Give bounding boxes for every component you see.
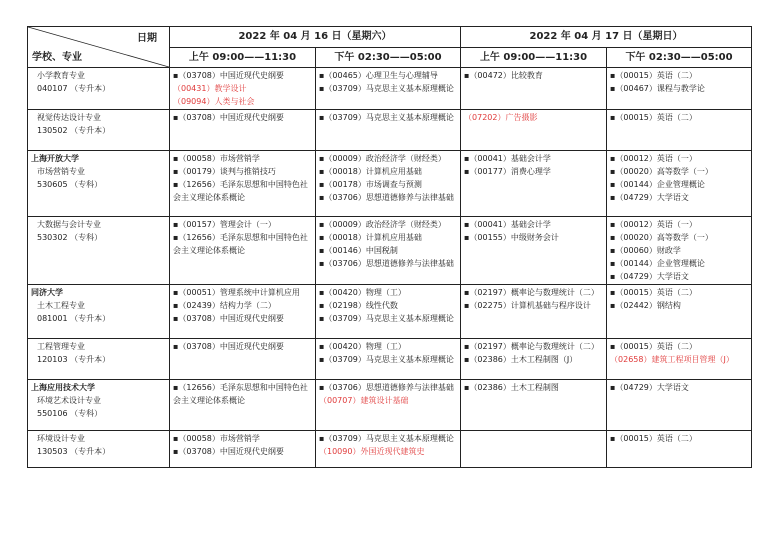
exam-course: ▪（00465）心理卫生与心理辅导 — [319, 71, 438, 80]
slot-header-day1-pm: 下午 02:30——05:00 — [316, 48, 461, 68]
exam-schedule-sheet — [27, 26, 752, 468]
exam-course: ▪（00060）财政学 — [610, 246, 681, 255]
exam-course: ▪（00157）管理会计（一） — [173, 220, 276, 229]
exam-cell — [170, 68, 316, 110]
major-name: 市场营销专业 — [37, 167, 85, 176]
school-major-cell — [28, 339, 170, 380]
exam-course: ▪（00015）英语（二） — [610, 434, 697, 443]
exam-course: ▪（12656）毛泽东思想和中国特色社会主义理论体系概论 — [173, 383, 308, 405]
exam-course: ▪（00179）谈判与推销技巧 — [173, 167, 276, 176]
exam-course: ▪（02442）钢结构 — [610, 301, 681, 310]
major-name: 环境艺术设计专业 — [37, 396, 101, 405]
exam-course: ▪（00015）英语（二） — [610, 288, 697, 297]
exam-cell — [607, 151, 752, 217]
schedule-row — [28, 68, 752, 110]
exam-course-highlighted: （10090）外国近现代建筑史 — [319, 447, 425, 456]
exam-course: ▪（00020）高等数学（一） — [610, 233, 713, 242]
exam-course: ▪（00058）市场营销学 — [173, 434, 260, 443]
exam-cell — [316, 285, 461, 339]
school-major-axis-label: 学校、专业 — [32, 52, 82, 63]
major-name: 环境设计专业 — [37, 434, 85, 443]
major-code: 530605 （专科） — [37, 180, 103, 189]
exam-course: ▪（03706）思想道德修养与法律基础 — [319, 259, 454, 268]
exam-cell — [607, 285, 752, 339]
exam-cell — [607, 217, 752, 285]
school-major-cell — [28, 285, 170, 339]
exam-cell — [607, 68, 752, 110]
exam-course: ▪（00018）计算机应用基础 — [319, 167, 422, 176]
exam-cell — [316, 431, 461, 468]
major-code: 530302 （专科） — [37, 233, 103, 242]
exam-course-highlighted: （02658）建筑工程项目管理（J） — [610, 355, 734, 364]
exam-course: ▪（03709）马克思主义基本原理概论 — [319, 84, 454, 93]
exam-cell — [316, 68, 461, 110]
exam-cell — [170, 339, 316, 380]
exam-cell — [170, 431, 316, 468]
date-axis-label: 日期 — [137, 33, 157, 44]
header-corner-cell — [28, 27, 170, 68]
major-code: 130502 （专升本） — [37, 126, 111, 135]
exam-course: ▪（00015）英语（二） — [610, 113, 697, 122]
exam-cell — [461, 217, 607, 285]
exam-course: ▪（00012）英语（一） — [610, 154, 697, 163]
university-name: 同济大学 — [31, 288, 63, 297]
exam-course: ▪（00472）比较教育 — [464, 71, 543, 80]
date-header-day1: 2022 年 04 月 16 日（星期六） — [170, 27, 461, 48]
exam-course: ▪（02439）结构力学（二） — [173, 301, 276, 310]
exam-cell — [461, 151, 607, 217]
exam-course: ▪（00051）管理系统中计算机应用 — [173, 288, 300, 297]
exam-cell — [170, 380, 316, 431]
schedule-row — [28, 217, 752, 285]
major-code: 120103 （专升本） — [37, 355, 111, 364]
exam-course: ▪（00009）政治经济学（财经类） — [319, 154, 446, 163]
exam-cell — [461, 380, 607, 431]
school-major-cell — [28, 151, 170, 217]
major-code: 130503 （专升本） — [37, 447, 111, 456]
exam-course: ▪（02198）线性代数 — [319, 301, 398, 310]
exam-cell — [170, 285, 316, 339]
major-code: 040107 （专升本） — [37, 84, 111, 93]
exam-course: ▪（00144）企业管理概论 — [610, 259, 705, 268]
exam-cell — [607, 110, 752, 151]
major-code: 550106 （专科） — [37, 409, 103, 418]
exam-course-highlighted: （00431）教学设计 — [173, 84, 247, 93]
exam-course: ▪（00012）英语（一） — [610, 220, 697, 229]
exam-course: ▪（00058）市场营销学 — [173, 154, 260, 163]
major-name: 视觉传达设计专业 — [37, 113, 101, 122]
school-major-cell — [28, 431, 170, 468]
exam-course: ▪（00041）基础会计学 — [464, 220, 551, 229]
exam-course: ▪（04729）大学语文 — [610, 272, 689, 281]
exam-course: ▪（00009）政治经济学（财经类） — [319, 220, 446, 229]
exam-cell — [170, 110, 316, 151]
school-major-cell — [28, 380, 170, 431]
exam-course: ▪（00020）高等数学（一） — [610, 167, 713, 176]
slot-header-day2-am: 上午 09:00——11:30 — [461, 48, 607, 68]
school-major-cell — [28, 68, 170, 110]
schedule-row — [28, 285, 752, 339]
major-code: 081001 （专升本） — [37, 314, 111, 323]
schedule-row — [28, 151, 752, 217]
schedule-row — [28, 339, 752, 380]
date-header-day2: 2022 年 04 月 17 日（星期日） — [461, 27, 752, 48]
exam-cell — [316, 217, 461, 285]
exam-course: ▪（00146）中国税制 — [319, 246, 398, 255]
exam-course: ▪（00018）计算机应用基础 — [319, 233, 422, 242]
exam-course: ▪（04729）大学语文 — [610, 193, 689, 202]
exam-cell — [316, 380, 461, 431]
exam-cell — [316, 339, 461, 380]
exam-course: ▪（00420）物理（工） — [319, 342, 406, 351]
schedule-row — [28, 431, 752, 468]
exam-course-highlighted: （00707）建筑设计基础 — [319, 396, 409, 405]
university-name: 上海应用技术大学 — [31, 383, 95, 392]
exam-course: ▪（02386）土木工程制图 — [464, 383, 559, 392]
exam-course: ▪（02197）概率论与数理统计（二） — [464, 288, 599, 297]
exam-course: ▪（00467）课程与教学论 — [610, 84, 705, 93]
exam-course: ▪（00420）物理（工） — [319, 288, 406, 297]
major-name: 小学教育专业 — [37, 71, 85, 80]
exam-cell — [461, 431, 607, 468]
slot-header-day1-am: 上午 09:00——11:30 — [170, 48, 316, 68]
exam-course: ▪（03708）中国近现代史纲要 — [173, 447, 284, 456]
exam-course: ▪（03708）中国近现代史纲要 — [173, 113, 284, 122]
exam-cell — [461, 68, 607, 110]
slot-header-day2-pm: 下午 02:30——05:00 — [607, 48, 752, 68]
exam-course-highlighted: （09094）人类与社会 — [173, 97, 255, 106]
exam-course: ▪（03708）中国近现代史纲要 — [173, 314, 284, 323]
exam-course: ▪（12656）毛泽东思想和中国特色社会主义理论体系概论 — [173, 233, 308, 255]
exam-cell — [461, 110, 607, 151]
exam-course: ▪（00015）英语（二） — [610, 342, 697, 351]
exam-cell — [607, 339, 752, 380]
exam-cell — [461, 285, 607, 339]
exam-course: ▪（03709）马克思主义基本原理概论 — [319, 314, 454, 323]
exam-cell — [607, 431, 752, 468]
exam-cell — [316, 151, 461, 217]
exam-course: ▪（03709）马克思主义基本原理概论 — [319, 113, 454, 122]
exam-course: ▪（00155）中级财务会计 — [464, 233, 559, 242]
exam-cell — [170, 151, 316, 217]
exam-cell — [316, 110, 461, 151]
schedule-row — [28, 110, 752, 151]
exam-course: ▪（03708）中国近现代史纲要 — [173, 342, 284, 351]
exam-course: ▪（03709）马克思主义基本原理概论 — [319, 355, 454, 364]
major-name: 土木工程专业 — [37, 301, 85, 310]
school-major-cell — [28, 217, 170, 285]
exam-course: ▪（03706）思想道德修养与法律基础 — [319, 193, 454, 202]
exam-course: ▪（03709）马克思主义基本原理概论 — [319, 434, 454, 443]
exam-course: ▪（00144）企业管理概论 — [610, 180, 705, 189]
exam-cell — [607, 380, 752, 431]
exam-cell — [170, 217, 316, 285]
exam-course: ▪（00041）基础会计学 — [464, 154, 551, 163]
schedule-row — [28, 380, 752, 431]
exam-course: ▪（03708）中国近现代史纲要 — [173, 71, 284, 80]
exam-course: ▪（02275）计算机基础与程序设计 — [464, 301, 591, 310]
university-name: 上海开放大学 — [31, 154, 79, 163]
schedule-body — [28, 68, 752, 468]
school-major-cell — [28, 110, 170, 151]
major-name: 大数据与会计专业 — [37, 220, 101, 229]
exam-course: ▪（00015）英语（二） — [610, 71, 697, 80]
exam-course: ▪（12656）毛泽东思想和中国特色社会主义理论体系概论 — [173, 180, 308, 202]
exam-course: ▪（02197）概率论与数理统计（二） — [464, 342, 599, 351]
exam-cell — [461, 339, 607, 380]
exam-schedule-table — [27, 26, 752, 468]
major-name: 工程管理专业 — [37, 342, 85, 351]
exam-course: ▪（04729）大学语文 — [610, 383, 689, 392]
exam-course: ▪（03706）思想道德修养与法律基础 — [319, 383, 454, 392]
exam-course: ▪（00177）消费心理学 — [464, 167, 551, 176]
exam-course-highlighted: （07202）广告摄影 — [464, 113, 538, 122]
exam-course: ▪（00178）市场调查与预测 — [319, 180, 422, 189]
exam-course: ▪（02386）土木工程制图（J） — [464, 355, 578, 364]
